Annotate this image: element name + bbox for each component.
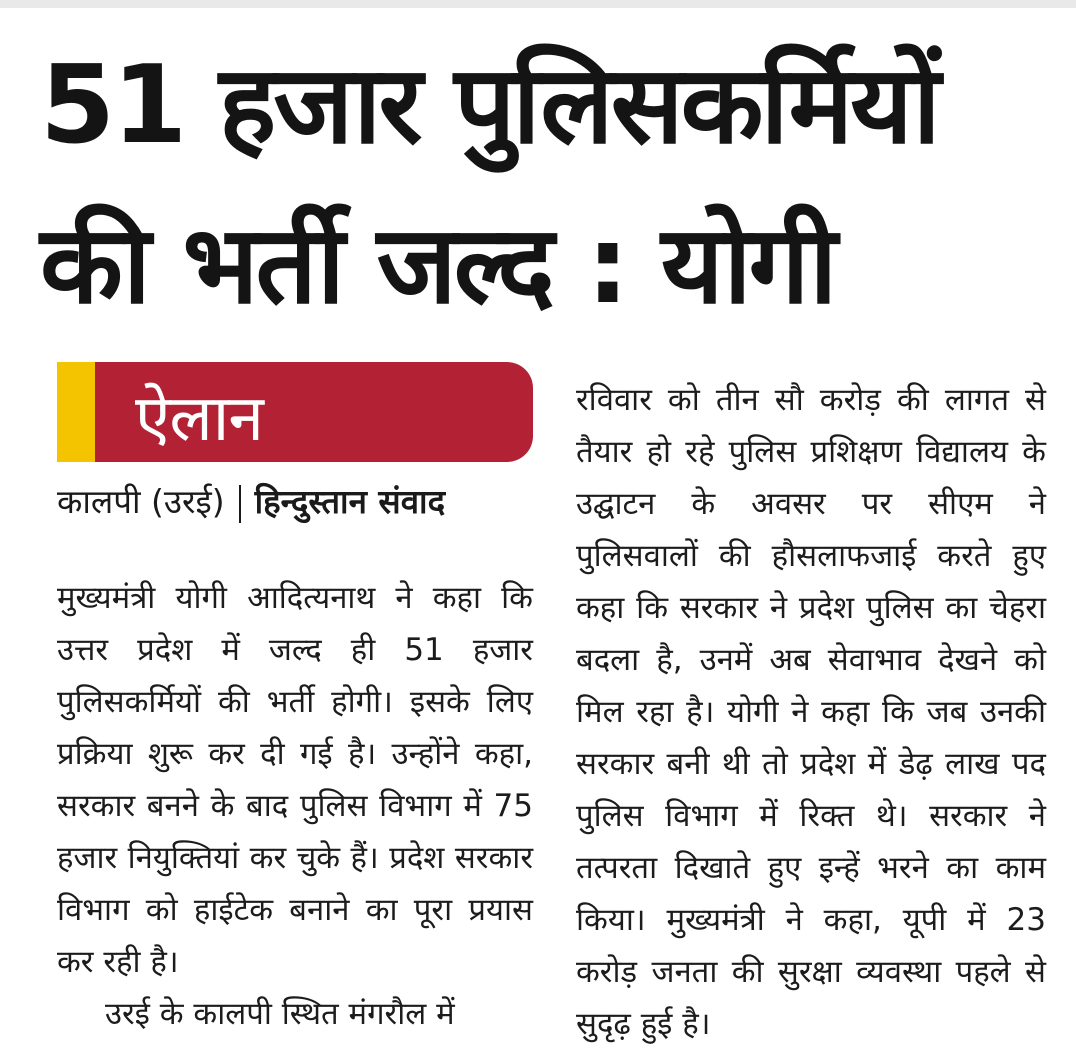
tag-label: ऐलान: [135, 382, 263, 456]
dateline-separator: [239, 485, 241, 523]
section-tag: [57, 362, 533, 462]
top-strip: [0, 0, 1076, 8]
tag-accent-bar: [57, 362, 95, 462]
dateline: [57, 478, 445, 523]
headline-line-2: की भर्ती जल्द : योगी: [40, 203, 835, 328]
left-paragraph-2: उरई के कालपी स्थित मंगरौल में: [105, 996, 455, 1032]
right-paragraph-1: रविवार को तीन सौ करोड़ की लागत से तैयार हो रहे पुलिस प्रशिक्षण विद्यालय के उद्घाटन के अवसर पर सीएम ने पुलिसवालों की हौसलाफजाई करते हुए कहा कि सरकार ने प्रदेश पुलिस का चेहरा बदला है, उनमें अब सेवाभाव देखने को मिल रहा है। योगी ने कहा कि जब उनकी सरकार बनी थी तो प्रदेश में डेढ़ लाख पद पुलिस विभाग में रिक्त थे। सरकार ने तत्परता दिखाते हुए इन्हें भरने का काम किया। मुख्यमंत्री ने कहा, यूपी में 23 करोड़ जनता की सुरक्षा व्यवस्था पहले से सुदृढ़ हुई है।: [576, 382, 1046, 1042]
right-column: [576, 374, 1046, 1050]
left-paragraph-1: मुख्यमंत्री योगी आदित्यनाथ ने कहा कि उत्तर प्रदेश में जल्द ही 51 हजार पुलिसकर्मियों की भर्ती होगी। इसके लिए प्रक्रिया शुरू कर दी गई है। उन्होंने कहा, सरकार बनने के बाद पुलिस विभाग में 75 हजार नियुक्तियां कर चुके हैं। प्रदेश सरकार विभाग को हाईटेक बनाने का पूरा प्रयास कर रही है।: [57, 580, 533, 980]
left-column: [57, 572, 533, 1040]
dateline-place: कालपी (उरई): [57, 482, 225, 521]
headline-line-1: 51 हजार पुलिसकर्मियों: [40, 43, 938, 168]
dateline-agency: हिन्दुस्तान संवाद: [254, 482, 446, 521]
